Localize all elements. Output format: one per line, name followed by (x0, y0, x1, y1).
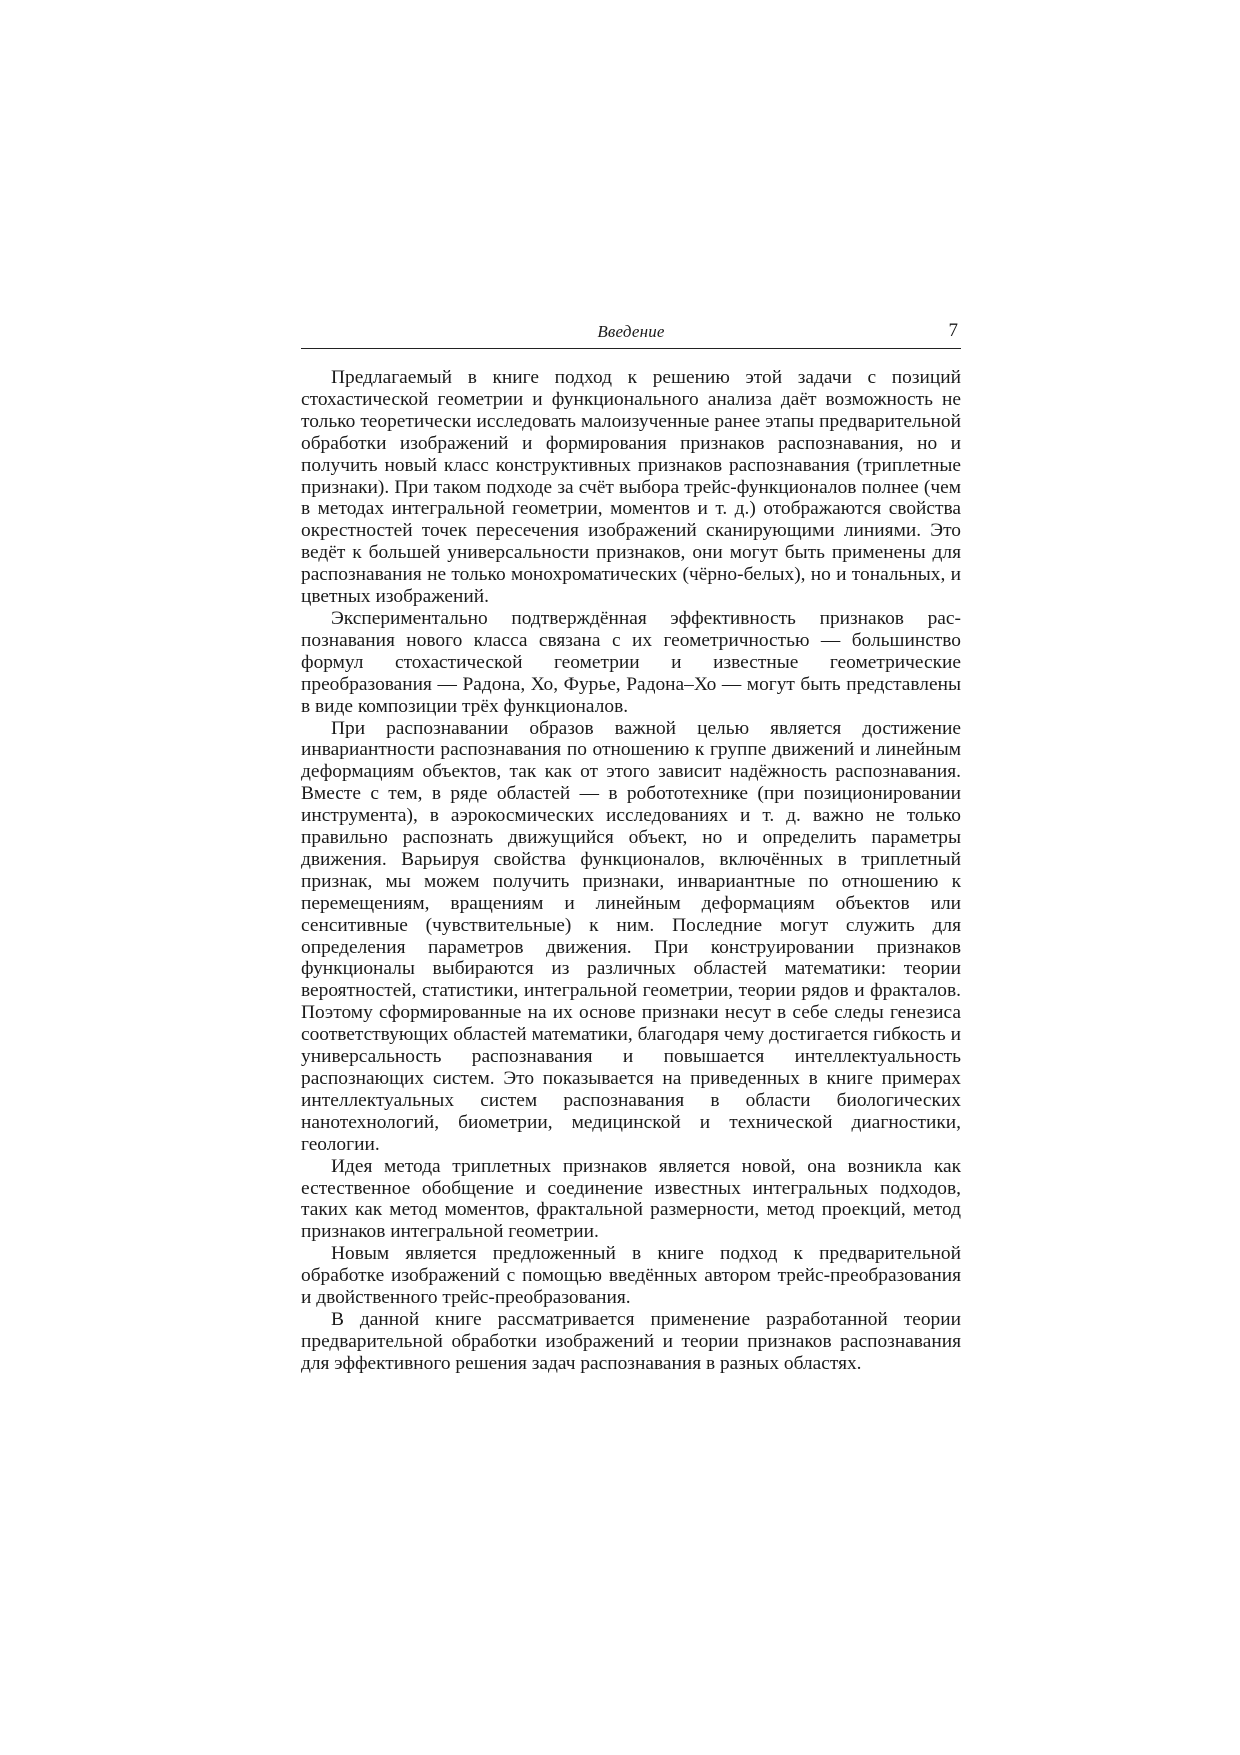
paragraph: Предлагаемый в книге подход к решению этой задачи с позиций стохастической геометрии и функционального анализа даёт возможность не только теоретически исследовать малоизученные ранее этапы предварительной обработки изображений и формирования признаков распознавания, но и получить новый класс конструктивных признаков распознавания (триплетные признаки). При таком подходе за счёт выбора трейс-функционалов полнее (чем в методах интегральной геометрии, моментов и т. д.) отображаются свойства окрестностей точек пересечения изображений сканирующими линиями. Это ведёт к большей универсальности признаков, они могут быть применены для распознавания не только монохроматических (чёрно-белых), но и тональных, и цветных изображений. (301, 367, 961, 608)
paragraph: В данной книге рассматривается применение разработанной теории предварительной обработки изображений и теории признаков распознавания для эффективного решения задач распознавания в разных областях. (301, 1308, 961, 1374)
paragraph: Новым является предложенный в книге подход к предварительной обработке изображений с помощью введённых автором трейс-преобразования и двойственного трейс-преобразования. (301, 1243, 961, 1309)
paragraph: Идея метода триплетных признаков является новой, она возникла как естественное обобщение и соединение известных интегральных подходов, таких как метод моментов, фрактальной размерности, метод проекций, метод признаков интегральной геометрии. (301, 1155, 961, 1243)
page-number: 7 (948, 320, 958, 341)
page-header (301, 320, 961, 349)
body-text (301, 367, 961, 1375)
running-title: Введение (597, 322, 665, 341)
paragraph: Экспериментально подтверждённая эффективность признаков распознавания нового класса связана с их геометричностью — большинство формул стохастической геометрии и известные геометрические преобразования — Радона, Хо, Фурье, Радона–Хо — могут быть представлены в виде композиции трёх функционалов. (301, 607, 961, 717)
paragraph: При распознавании образов важной целью является достижение инвариантности распознавания по отношению к группе движений и линейным деформациям объектов, так как от этого зависит надёжность распознавания. Вместе с тем, в ряде областей — в робототехнике (при позиционировании инструмента), в аэрокосмических исследованиях и т. д. важно не только правильно распознать движущийся объект, но и определить параметры движения. Варьируя свойства функционалов, включённых в триплетный признак, мы можем получить признаки, инвариантные по отношению к перемещениям, вращениям и линейным деформациям объектов или сенситивные (чувствительные) к ним. Последние могут служить для определения параметров движения. При конструировании признаков функционалы выбираются из различных областей математики: теории вероятностей, статистики, интегральной геометрии, теории рядов и фракталов. Поэтому сформированные на их основе признаки несут в себе следы генезиса соответствующих областей математики, благодаря чему достигается гибкость и универсальность распознавания и повышается интеллектуальность распознающих систем. Это показывается на приведенных в книге примерах интеллектуальных систем распознавания в области биологических нанотехнологий, биометрии, медицинской и технической диагностики, геологии. (301, 717, 961, 1155)
